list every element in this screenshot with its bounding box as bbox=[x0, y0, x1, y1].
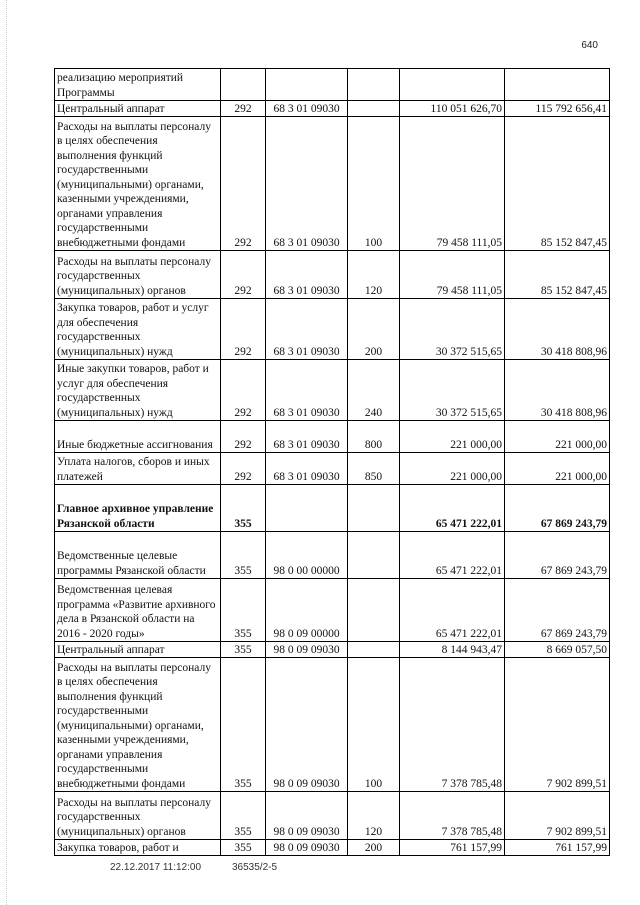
row-y2019: 110 051 626,70 bbox=[400, 101, 505, 117]
row-y2020: 115 792 656,41 bbox=[505, 101, 610, 117]
row-csr: 98 0 09 09030 bbox=[266, 642, 348, 658]
row-csr bbox=[266, 485, 348, 532]
row-vr: 200 bbox=[348, 299, 400, 360]
row-vr: 800 bbox=[348, 421, 400, 453]
row-vr: 120 bbox=[348, 251, 400, 299]
row-y2020: 8 669 057,50 bbox=[505, 642, 610, 658]
row-code: 355 bbox=[221, 485, 266, 532]
row-y2020: 7 902 899,51 bbox=[505, 792, 610, 840]
row-y2019: 79 458 111,05 bbox=[400, 251, 505, 299]
row-code: 355 bbox=[221, 840, 266, 856]
table-row bbox=[55, 840, 610, 856]
row-y2020: 67 869 243,79 bbox=[505, 485, 610, 532]
row-y2020: 761 157,99 bbox=[505, 840, 610, 856]
row-y2020: 7 902 899,51 bbox=[505, 658, 610, 792]
row-code: 292 bbox=[221, 251, 266, 299]
row-y2020: 30 418 808,96 bbox=[505, 299, 610, 360]
row-y2019: 79 458 111,05 bbox=[400, 117, 505, 251]
row-y2020: 221 000,00 bbox=[505, 421, 610, 453]
row-csr: 68 3 01 09030 bbox=[266, 421, 348, 453]
row-vr: 850 bbox=[348, 453, 400, 485]
row-code: 355 bbox=[221, 642, 266, 658]
row-name: Иные бюджетные ассигнования bbox=[55, 421, 221, 453]
row-code: 292 bbox=[221, 453, 266, 485]
row-csr: 98 0 09 09030 bbox=[266, 840, 348, 856]
row-y2019: 30 372 515,65 bbox=[400, 299, 505, 360]
row-csr: 68 3 01 09030 bbox=[266, 299, 348, 360]
row-vr bbox=[348, 101, 400, 117]
table-row bbox=[55, 299, 610, 360]
row-csr: 68 3 01 09030 bbox=[266, 101, 348, 117]
table-row bbox=[55, 101, 610, 117]
table-row bbox=[55, 485, 610, 532]
row-name: Центральный аппарат bbox=[55, 101, 221, 117]
row-name: Расходы на выплаты персоналу государственных (муниципальных) органов bbox=[55, 251, 221, 299]
row-y2019 bbox=[400, 69, 505, 101]
footer-datetime: 22.12.2017 11:12:00 bbox=[110, 862, 202, 873]
row-y2020: 67 869 243,79 bbox=[505, 579, 610, 642]
table-row bbox=[55, 69, 610, 101]
row-name: Иные закупки товаров, работ и услуг для обеспечения государственных (муниципальных) нужд bbox=[55, 360, 221, 421]
row-code: 355 bbox=[221, 532, 266, 579]
row-csr bbox=[266, 69, 348, 101]
table-row bbox=[55, 532, 610, 579]
row-csr: 68 3 01 09030 bbox=[266, 117, 348, 251]
row-y2019: 221 000,00 bbox=[400, 421, 505, 453]
row-name: Расходы на выплаты персоналу в целях обеспечения выполнения функций государственными (муниципальными) органами, казенными учреждениями, органами управления государственными внебюджетными фондами bbox=[55, 658, 221, 792]
row-csr: 98 0 00 00000 bbox=[266, 532, 348, 579]
row-code bbox=[221, 69, 266, 101]
table-row bbox=[55, 251, 610, 299]
row-name: Уплата налогов, сборов и иных платежей bbox=[55, 453, 221, 485]
row-csr: 68 3 01 09030 bbox=[266, 251, 348, 299]
row-y2020: 85 152 847,45 bbox=[505, 117, 610, 251]
page-number: 640 bbox=[581, 40, 598, 51]
row-y2019: 65 471 222,01 bbox=[400, 485, 505, 532]
table-row bbox=[55, 360, 610, 421]
row-csr: 98 0 09 09030 bbox=[266, 792, 348, 840]
row-vr bbox=[348, 69, 400, 101]
row-code: 292 bbox=[221, 101, 266, 117]
row-name: Главное архивное управление Рязанской области bbox=[55, 485, 221, 532]
row-y2019: 761 157,99 bbox=[400, 840, 505, 856]
row-vr: 100 bbox=[348, 658, 400, 792]
table-row bbox=[55, 642, 610, 658]
row-csr: 98 0 09 00000 bbox=[266, 579, 348, 642]
table-row bbox=[55, 579, 610, 642]
row-y2019: 65 471 222,01 bbox=[400, 532, 505, 579]
row-code: 292 bbox=[221, 360, 266, 421]
row-vr bbox=[348, 532, 400, 579]
row-code: 292 bbox=[221, 421, 266, 453]
scan-edge-artifact bbox=[6, 0, 9, 905]
row-vr bbox=[348, 579, 400, 642]
row-code: 292 bbox=[221, 117, 266, 251]
table-row bbox=[55, 453, 610, 485]
row-csr: 68 3 01 09030 bbox=[266, 453, 348, 485]
budget-table bbox=[54, 68, 610, 856]
row-y2020: 221 000,00 bbox=[505, 453, 610, 485]
row-y2019: 30 372 515,65 bbox=[400, 360, 505, 421]
table-row bbox=[55, 421, 610, 453]
row-csr: 98 0 09 09030 bbox=[266, 658, 348, 792]
table-row bbox=[55, 117, 610, 251]
row-name: Расходы на выплаты персоналу в целях обеспечения выполнения функций государственными (муниципальными) органами, казенными учреждениями, органами управления государственными внебюджетными фондами bbox=[55, 117, 221, 251]
row-y2019: 7 378 785,48 bbox=[400, 792, 505, 840]
table-row bbox=[55, 792, 610, 840]
row-name: реализацию мероприятий Программы bbox=[55, 69, 221, 101]
row-name: Ведомственная целевая программа «Развитие архивного дела в Рязанской области на 2016 - 2020 годы» bbox=[55, 579, 221, 642]
row-y2020: 67 869 243,79 bbox=[505, 532, 610, 579]
row-name: Закупка товаров, работ и bbox=[55, 840, 221, 856]
row-y2020 bbox=[505, 69, 610, 101]
row-vr: 240 bbox=[348, 360, 400, 421]
row-vr bbox=[348, 642, 400, 658]
row-name: Закупка товаров, работ и услуг для обеспечения государственных (муниципальных) нужд bbox=[55, 299, 221, 360]
row-code: 292 bbox=[221, 299, 266, 360]
budget-table-body bbox=[55, 69, 610, 856]
row-vr bbox=[348, 485, 400, 532]
row-csr: 68 3 01 09030 bbox=[266, 360, 348, 421]
row-vr: 120 bbox=[348, 792, 400, 840]
row-name: Ведомственные целевые программы Рязанской области bbox=[55, 532, 221, 579]
row-vr: 200 bbox=[348, 840, 400, 856]
row-y2019: 7 378 785,48 bbox=[400, 658, 505, 792]
row-y2020: 30 418 808,96 bbox=[505, 360, 610, 421]
row-y2019: 65 471 222,01 bbox=[400, 579, 505, 642]
row-y2019: 221 000,00 bbox=[400, 453, 505, 485]
row-name: Центральный аппарат bbox=[55, 642, 221, 658]
row-y2020: 85 152 847,45 bbox=[505, 251, 610, 299]
row-code: 355 bbox=[221, 658, 266, 792]
row-code: 355 bbox=[221, 792, 266, 840]
footer-doc-id: 36535/2-5 bbox=[232, 862, 278, 873]
row-name: Расходы на выплаты персоналу государственных (муниципальных) органов bbox=[55, 792, 221, 840]
row-y2019: 8 144 943,47 bbox=[400, 642, 505, 658]
row-vr: 100 bbox=[348, 117, 400, 251]
row-code: 355 bbox=[221, 579, 266, 642]
table-row bbox=[55, 658, 610, 792]
